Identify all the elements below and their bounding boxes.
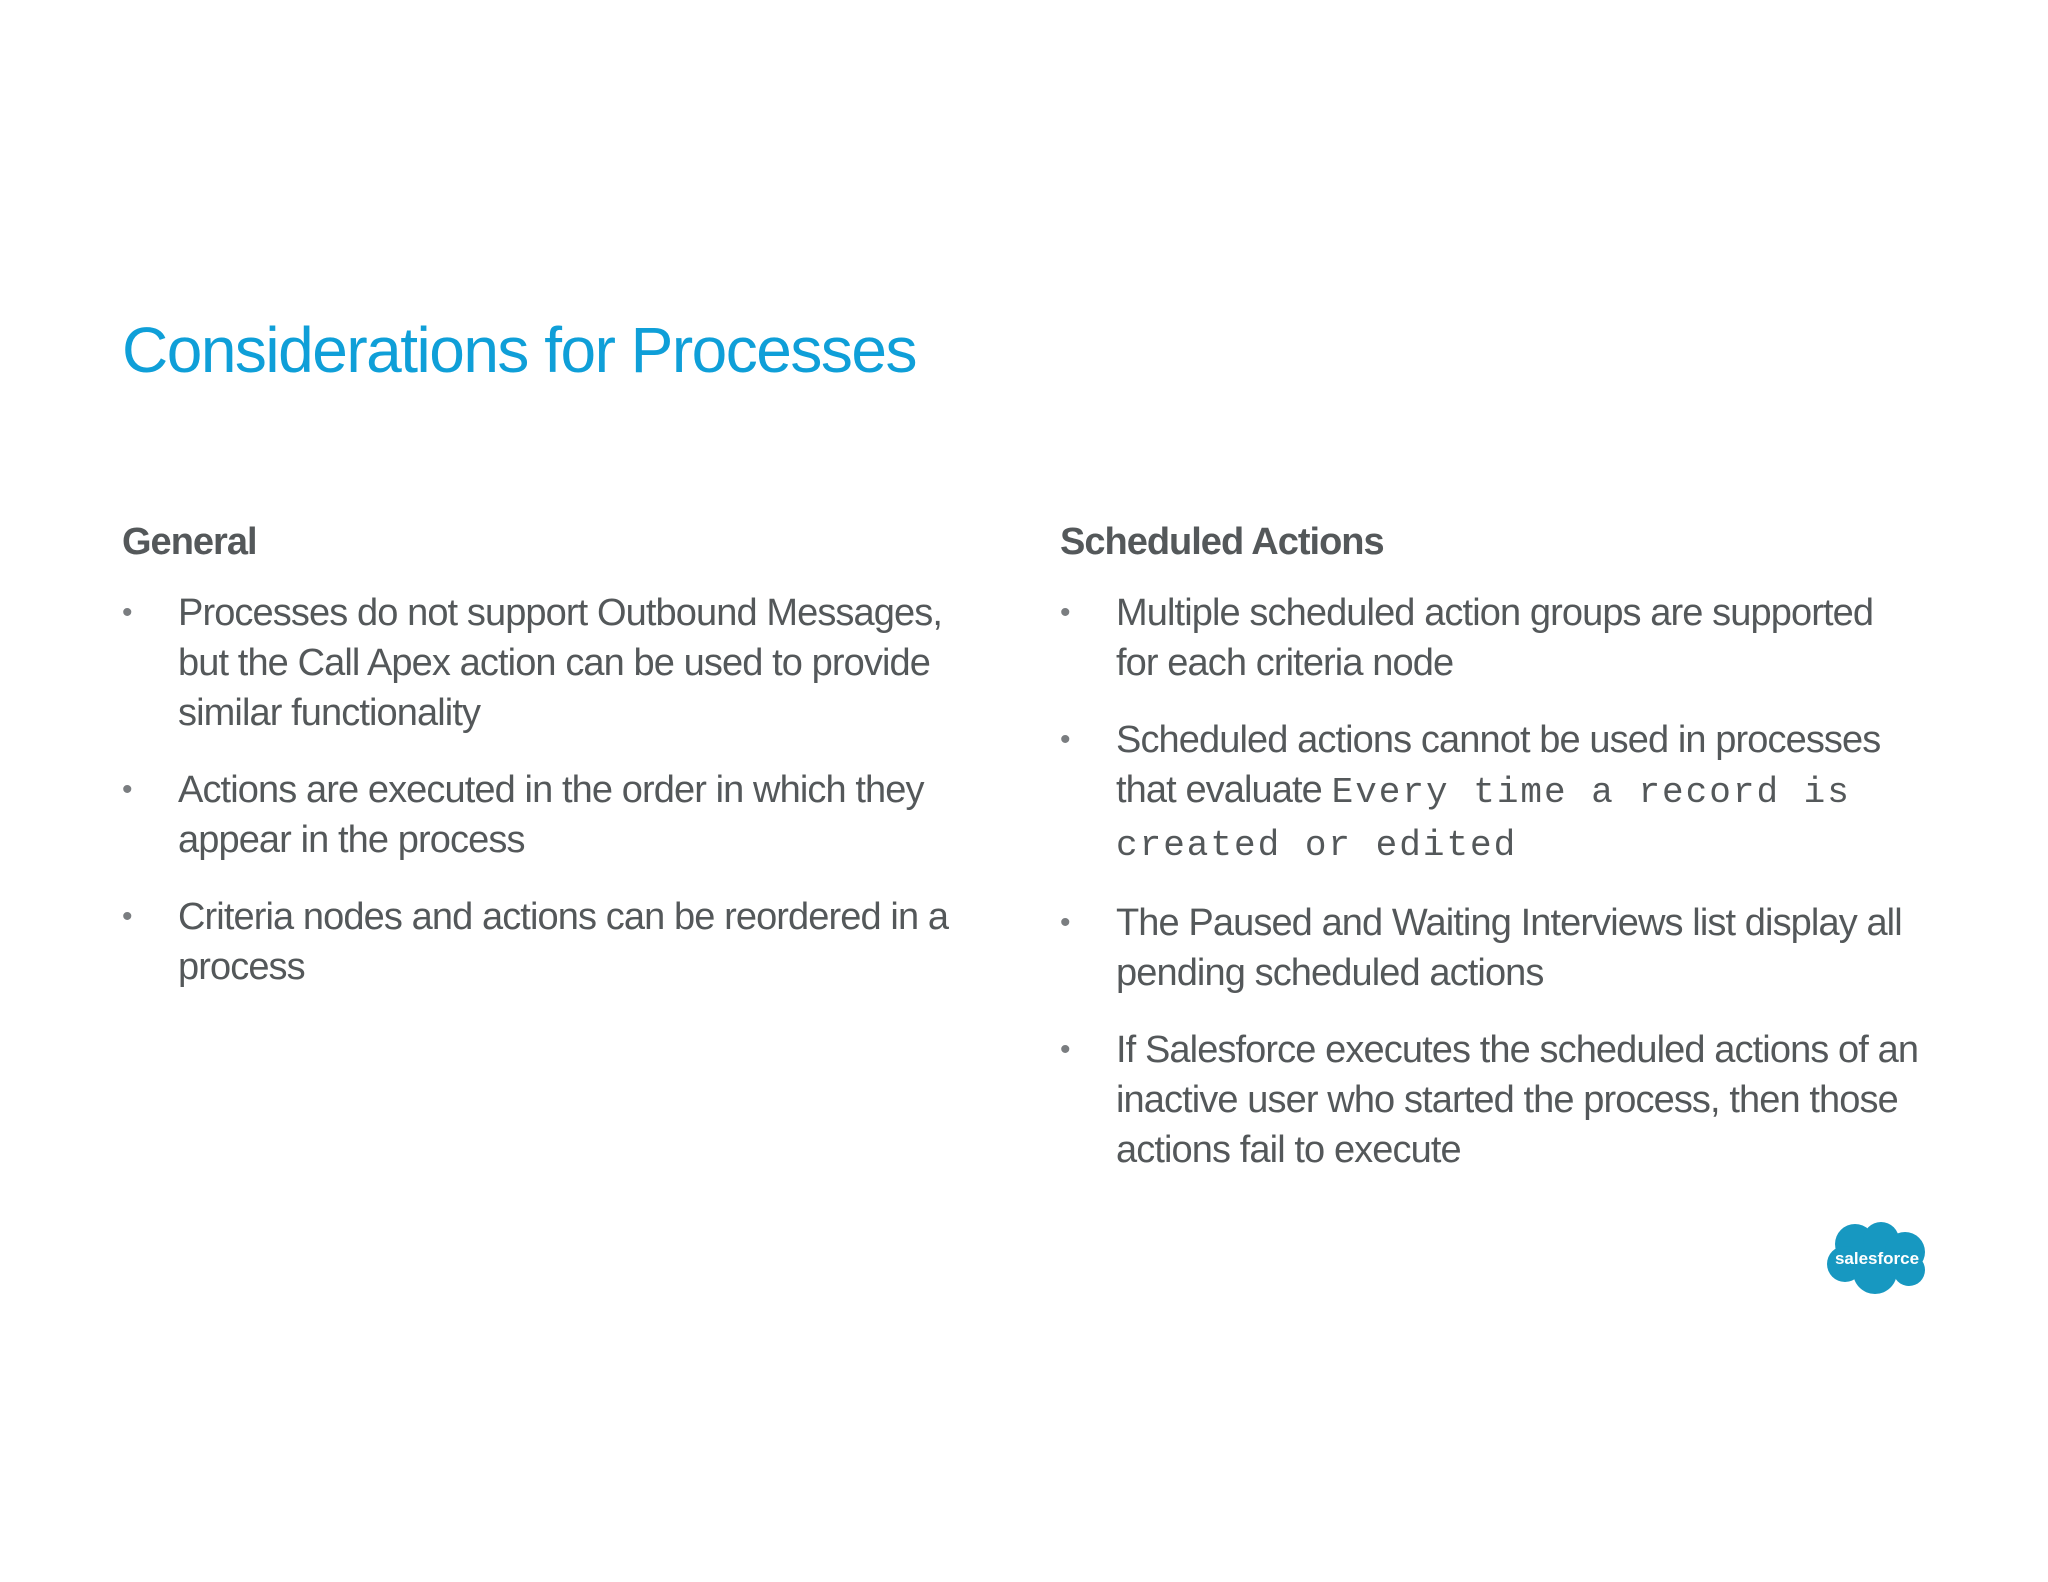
scheduled-item [1060, 715, 1920, 871]
bullet-dot-icon: • [1060, 1033, 1070, 1066]
general-item-text: Processes do not support Outbound Messages, but the Call Apex action can be used to provide similar functionality [178, 592, 942, 734]
general-item-text: Criteria nodes and actions can be reordered in a process [178, 896, 949, 988]
bullet-dot-icon: • [122, 596, 132, 629]
evaluation-criteria-code: Every time a record is created or edited [1116, 772, 1851, 866]
salesforce-logo [1823, 1220, 1931, 1296]
bullet-dot-icon: • [1060, 723, 1070, 756]
bullet-dot-icon: • [122, 773, 132, 806]
slide-title: Considerations for Processes [122, 314, 916, 386]
bullet-dot-icon: • [1060, 906, 1070, 939]
bullet-dot-icon: • [1060, 596, 1070, 629]
scheduled-item-text: The Paused and Waiting Interviews list display all pending scheduled actions [1116, 902, 1902, 994]
general-column [122, 514, 952, 1019]
bullet-dot-icon: • [122, 900, 132, 933]
scheduled-item-text: Scheduled actions cannot be used in processes that evaluate [1116, 719, 1881, 811]
logo-text: salesforce [1834, 1249, 1920, 1268]
scheduled-actions-list [1060, 588, 1920, 1175]
scheduled-item-text: Multiple scheduled action groups are supported for each criteria node [1116, 592, 1874, 684]
scheduled-item [1060, 1025, 1920, 1175]
general-item [122, 588, 952, 738]
general-item-text: Actions are executed in the order in which they appear in the process [178, 769, 924, 861]
scheduled-item [1060, 898, 1920, 998]
general-item [122, 892, 952, 992]
scheduled-item [1060, 588, 1920, 688]
general-list [122, 588, 952, 992]
general-item [122, 765, 952, 865]
scheduled-actions-heading: Scheduled Actions [1060, 521, 1384, 563]
scheduled-actions-column [1060, 514, 1920, 1202]
scheduled-item-text: If Salesforce executes the scheduled actions of an inactive user who started the process, then those actions fail to execute [1116, 1029, 1919, 1171]
general-heading: General [122, 521, 257, 563]
